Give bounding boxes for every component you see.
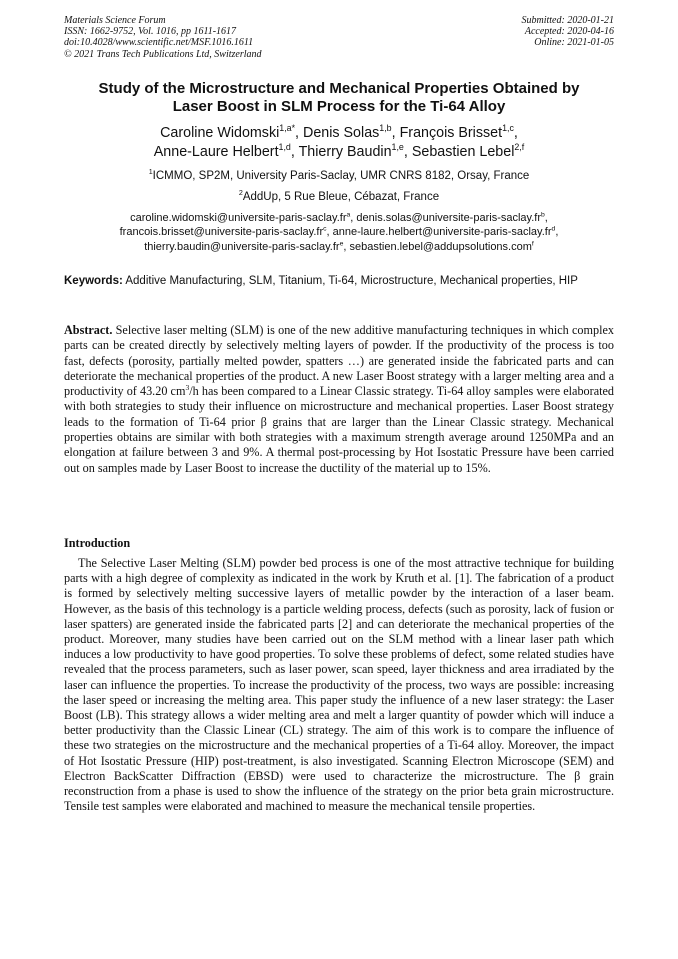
abstract-text-continued: /h has been compared to a Linear Classic strategy. Ti-64 alloy samples were elaborated with both strategies to study their influence on microstructure and mechanical properties. Laser Boost strategy leads to the formation of Ti-64 prior β grains that are larger than the Linear Classic strategy. Mechanical properties obtains are similar with both strategies with a maximum strength average around 1250MPa and an elongation at failure between 3 and 9%. A thermal post-processing by Hot Isostatic Pressure have been carried out on samples made by Laser Boost to increase the ductility of the material up to 15%. xyxy=(64,384,614,475)
author-name: Sebastien Lebel xyxy=(411,144,515,160)
author-affiliation-mark: 1,e xyxy=(391,142,404,153)
submitted-date: Submitted: 2020-01-21 xyxy=(521,15,614,26)
email-mark: c xyxy=(323,225,327,233)
email-address: francois.brisset@universite-paris-saclay.fr xyxy=(119,226,324,239)
emails-line-1: $caroline.widomski@universite-paris-saclay.fr^a$, $denis.solas@universite-paris-saclay.fr^b$, xyxy=(130,211,548,224)
author-name: Anne-Laure Helbert xyxy=(153,144,279,160)
journal-info xyxy=(64,15,262,60)
author-affiliation-mark: 1,d xyxy=(278,142,291,153)
email-address: anne-laure.helbert@universite-paris-saclay.fr xyxy=(332,226,552,239)
unit-exponent: 3 xyxy=(185,383,190,393)
copyright-line: © 2021 Trans Tech Publications Ltd, Switzerland xyxy=(64,48,262,60)
author-name: Thierry Baudin xyxy=(298,144,392,160)
author-list xyxy=(64,124,614,162)
email-address: denis.solas@universite-paris-saclay.fr xyxy=(356,212,541,224)
email-mark: e xyxy=(339,239,344,247)
affiliation-mark: 1 xyxy=(148,168,153,177)
author-name: Denis Solas xyxy=(303,125,380,141)
introduction-heading: Introduction xyxy=(64,536,131,550)
keywords-text: Additive Manufacturing, SLM, Titanium, Ti-64, Microstructure, Mechanical properties, HIP xyxy=(125,275,578,287)
affiliation-text: AddUp, 5 Rue Bleue, Cébazat, France xyxy=(242,191,440,203)
author-affiliation-mark: 1,a* xyxy=(279,123,296,134)
author-affiliation-mark: 1,b xyxy=(379,123,392,134)
author-affiliation-mark: 2,f xyxy=(514,142,525,153)
abstract-text: Selective laser melting (SLM) is one of the new additive manufacturing techniques in which complex parts can be created directly by selectively melting layers of powder. If the productivity of the process is too fast, defects (porosity, partially melted powder, spatters …) are generated inside the fabricated parts and can deteriorate the mechanical properties of the product. A new Laser Boost strategy with a larger melting area and a productivity of 43.20 cm xyxy=(64,323,614,399)
email-address: caroline.widomski@universite-paris-saclay.fr xyxy=(130,212,347,224)
email-mark: a xyxy=(346,211,351,219)
email-address: sebastien.lebel@addupsolutions.com xyxy=(349,240,532,253)
email-mark: b xyxy=(541,211,545,219)
paper-title xyxy=(64,80,614,116)
affiliation-mark: 2 xyxy=(238,189,243,198)
keywords-label: Keywords: xyxy=(64,275,123,287)
doi-line: doi:10.4028/www.scientific.net/MSF.1016.1611 xyxy=(64,37,254,49)
journal-name: Materials Science Forum xyxy=(64,15,166,26)
affiliation-2 xyxy=(64,191,614,204)
accepted-date: Accepted: 2020-04-16 xyxy=(524,26,614,38)
issn-line: ISSN: 1662-9752, Vol. 1016, pp 1611-1617 xyxy=(64,26,237,38)
email-list xyxy=(64,211,614,254)
abstract-block xyxy=(64,323,614,476)
emails-line-2: $francois.brisset@universite-paris-saclay.fr^c$, anne-$laure.helbert@universite-paris-saclay.fr^d$, xyxy=(119,225,559,239)
email-address: thierry.baudin@universite-paris-saclay.fr xyxy=(144,240,340,253)
abstract-label: Abstract. xyxy=(64,323,113,337)
title-line-1: Study of the Microstructure and Mechanical Properties Obtained by xyxy=(98,80,580,97)
authors-line-1: Caroline Widomski$^{1,a*}$, Denis Solas$^{1,b}$, François Brisset$^{1,c}$, xyxy=(160,123,518,141)
author-name: Caroline Widomski xyxy=(160,125,280,141)
online-date: Online: 2021-01-05 xyxy=(534,37,614,49)
introduction-paragraph: The Selective Laser Melting (SLM) powder bed process is one of the most attractive technique for building parts with a high degree of complexity as indicated in the work by Kruth et al. [1]. The fabrication of a product is formed by selectively melting successive layers of metallic powder by the interaction of a laser beam. However, as the basis of this technology is a particle welding process, defects (such as porosity, lack of fusion or laser spatters) are generated inside the fabricated parts [2] and can deteriorate the mechanical properties of the product. Moreover, many studies have been carried out on the SLM method with a linear laser path which induces a low productivity to have good properties. To solve these problems of defect, some related studies have revealed that the process parameters, such as laser power, scan speed, layer thickness and area irradiated by the laser can influence the properties. To increase the productivity of the process, two ways are possible: increasing the laser speed or increasing the melting area. This paper study the influence of a new laser strategy: the Laser Boost (LB). This strategy allows a wider melting area and melt a larger quantity of powder which will induce a better productivity than the Classic Linear (CL) strategy. The aim of this work is to compare the influence of these two strategies on the microstructure and the mechanical properties of a Ti-64 alloy. Moreover, the impact of Hot Isostatic Pressure (HIP) post-treatment, is also investigated. Scanning Electron Microscope (SEM) and Electron BackScatter Diffraction (EBSD) were used to characterize the microstructure. The β grain reconstruction from a phase is used to show the influence of the strategy on the prior beta grain microstructure. Tensile test samples were elaborated and machined to measure the mechanical tensile properties. xyxy=(64,556,614,814)
publication-dates xyxy=(522,15,615,49)
author-name: François Brisset xyxy=(399,125,503,141)
affiliation-1 xyxy=(64,170,614,183)
keywords-block xyxy=(64,275,614,289)
affiliation-text: ICMMO, SP2M, University Paris-Saclay, UMR CNRS 8182, Orsay, France xyxy=(152,170,530,182)
author-affiliation-mark: 1,c xyxy=(502,123,514,134)
authors-line-2: Anne-Laure Helbert$^{1,d}$, Thierry Baudin$^{1,e}$, Sebastien Lebel$^{2,f}$ xyxy=(153,142,525,160)
emails-line-3: $thierry.baudin@universite-paris-saclay.fr^e$, sebastien.lebel@addupsolutions.com$^f$ xyxy=(144,239,534,253)
title-line-2: Laser Boost in SLM Process for the Ti-64 Alloy xyxy=(172,98,506,115)
email-mark: f xyxy=(531,239,534,247)
email-mark: d xyxy=(551,225,556,233)
